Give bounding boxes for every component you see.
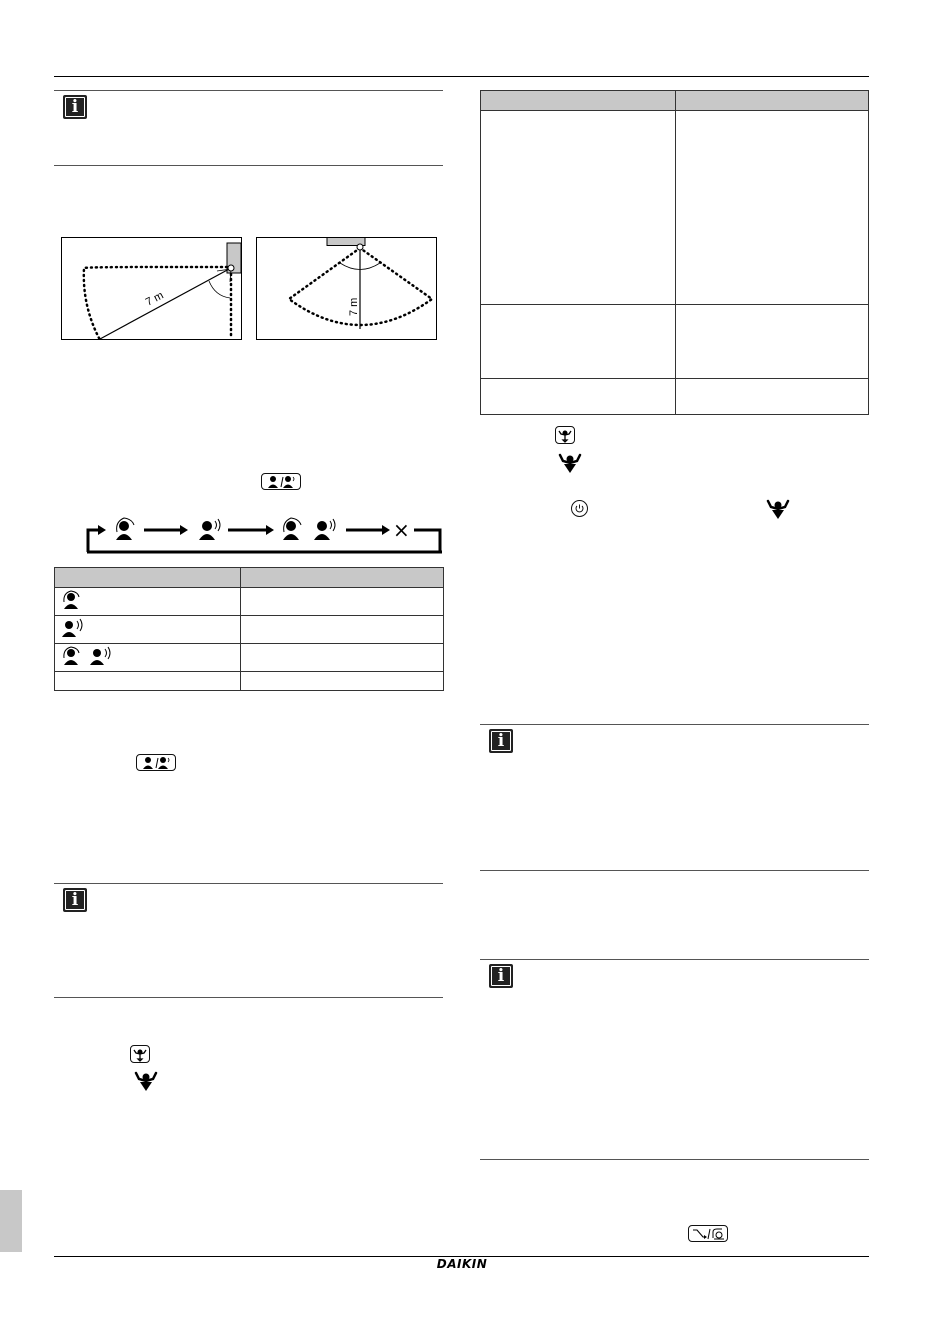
motion-sensor-icon [116, 518, 134, 540]
motion-sensor-icon [59, 645, 83, 665]
presence-sensor-icon [87, 645, 113, 665]
info-icon: i [489, 729, 513, 753]
presence-sensor-icon [59, 617, 85, 637]
sensor-mode-button-icon[interactable] [261, 473, 301, 490]
mode-cycle-diagram [80, 512, 444, 554]
sensor-modes-table [54, 567, 444, 691]
detection-range-diagram [60, 236, 440, 342]
motion-sensor-icon [283, 518, 301, 540]
cycle-return-path-right [414, 530, 440, 552]
powerful-icon [765, 499, 791, 519]
info-icon: i [63, 95, 87, 119]
cycle-arrowhead-2 [266, 525, 274, 535]
cycle-arrowhead-1 [180, 525, 188, 535]
table-row [55, 616, 444, 644]
table-header-cell [55, 568, 241, 588]
info-box-3-bottom [480, 870, 869, 871]
right-table [480, 90, 869, 415]
distance-label-left: 7 m [143, 289, 166, 309]
table-row [481, 111, 869, 305]
cycle-return-path-left [88, 530, 98, 552]
side-tab [0, 1190, 22, 1252]
cycle-end-symbol: × [393, 518, 410, 542]
powerful-icon [133, 1071, 159, 1091]
info-icon: i [489, 964, 513, 988]
motion-sensor-icon [59, 589, 83, 609]
sensor-point-top [357, 244, 363, 250]
table-row [55, 672, 444, 691]
brand-logo: DAIKIN [436, 1257, 488, 1271]
on-off-button-icon[interactable] [571, 500, 588, 517]
swing-button-icon[interactable] [688, 1225, 728, 1242]
sensor-point-side [228, 265, 234, 271]
info-box-4-bottom [480, 1159, 869, 1160]
side-view-frame [62, 238, 242, 340]
powerful-button-icon[interactable] [130, 1045, 150, 1063]
powerful-icon [557, 453, 583, 473]
table-row [481, 305, 869, 379]
sensor-mode-button-icon[interactable] [136, 754, 176, 771]
info-icon: i [63, 888, 87, 912]
table-header-cell [676, 91, 869, 111]
table-header-cell [241, 568, 444, 588]
info-box-1-top [54, 90, 443, 91]
table-row [55, 644, 444, 672]
powerful-button-icon[interactable] [555, 426, 575, 444]
presence-sensor-icon [314, 519, 335, 540]
table-header-cell [481, 91, 676, 111]
info-box-4-top [480, 959, 869, 960]
info-box-2-bottom [54, 997, 443, 998]
table-row [55, 588, 444, 616]
cycle-arrowhead-3 [382, 525, 390, 535]
top-rule [54, 76, 869, 77]
presence-sensor-icon [199, 519, 220, 540]
distance-label-right: 7 m [348, 297, 360, 316]
cycle-arrow-start [98, 525, 106, 535]
table-row [481, 379, 869, 415]
info-box-1-bottom [54, 165, 443, 166]
info-box-3-top [480, 724, 869, 725]
info-box-2-top [54, 883, 443, 884]
